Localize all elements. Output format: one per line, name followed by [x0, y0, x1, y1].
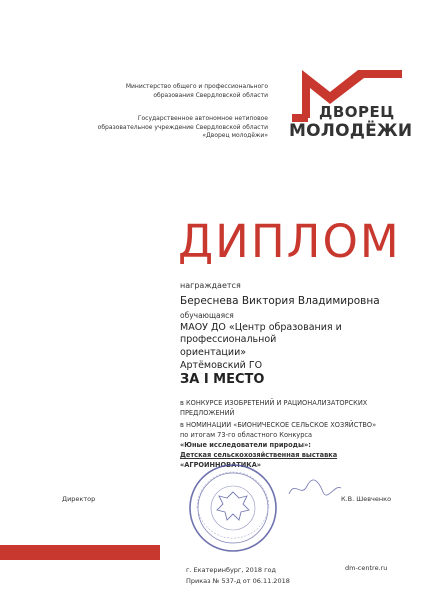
- ministry-line: образования Свердловской области: [153, 91, 268, 99]
- ministry-line: Министерство общего и профессионального: [125, 83, 268, 90]
- school-line: МАОУ ДО «Центр образования и профессиональной: [180, 322, 342, 345]
- diploma-title: ДИПЛОМ: [178, 215, 401, 268]
- school-line: ориентации»: [180, 347, 247, 358]
- signature-icon: [285, 476, 345, 500]
- contest-line: ПРЕДЛОЖЕНИЙ: [180, 409, 235, 417]
- director-label: Директор: [62, 495, 96, 503]
- footer-city-year: г. Екатеринбург, 2018 год: [186, 566, 276, 574]
- logo-text-line2: МОЛОДЁЖИ: [289, 121, 413, 141]
- logo-text-line1: ДВОРЕЦ: [319, 103, 395, 121]
- org-line: Государственное автономное нетиповое: [137, 115, 268, 122]
- exhibition-name: Детская сельскохозяйственная выставка: [180, 451, 338, 459]
- footer-url: dm-centre.ru: [345, 564, 388, 572]
- accent-bar: [0, 545, 160, 560]
- student-label: обучающаяся: [180, 311, 234, 320]
- exhibition-brand: «АГРОИННОВАТИКА»: [180, 461, 262, 469]
- awarded-label: награждается: [180, 281, 241, 290]
- contest-description: [180, 398, 410, 470]
- school-line: Артёмовский ГО: [180, 360, 263, 371]
- organization-header: [85, 115, 268, 141]
- official-seal-icon: [187, 462, 279, 554]
- org-line: образовательное учреждение Свердловской области: [97, 123, 268, 131]
- place-award: ЗА I МЕСТО: [180, 372, 265, 387]
- contest-line: в КОНКУРСЕ ИЗОБРЕТЕНИЙ И РАЦИОНАЛИЗАТОРСКИХ: [180, 399, 368, 407]
- recipient-name: Береснева Виктория Владимировна: [180, 295, 380, 307]
- results-line: по итогам 73-го областного Конкурса: [180, 431, 313, 439]
- nomination-line: в НОМИНАЦИИ «БИОНИЧЕСКОЕ СЕЛЬСКОЕ ХОЗЯЙСТВО»: [180, 421, 377, 429]
- director-name: К.В. Шевченко: [341, 495, 392, 503]
- footer-place-date: [186, 565, 290, 587]
- ministry-header: [108, 83, 268, 100]
- competition-name: «Юные исследователи природы»:: [180, 441, 311, 449]
- footer-order: Приказ № 537-д от 06.11.2018: [186, 577, 290, 585]
- recipient-block: [180, 281, 420, 372]
- org-line: «Дворец молодёжи»: [202, 132, 268, 139]
